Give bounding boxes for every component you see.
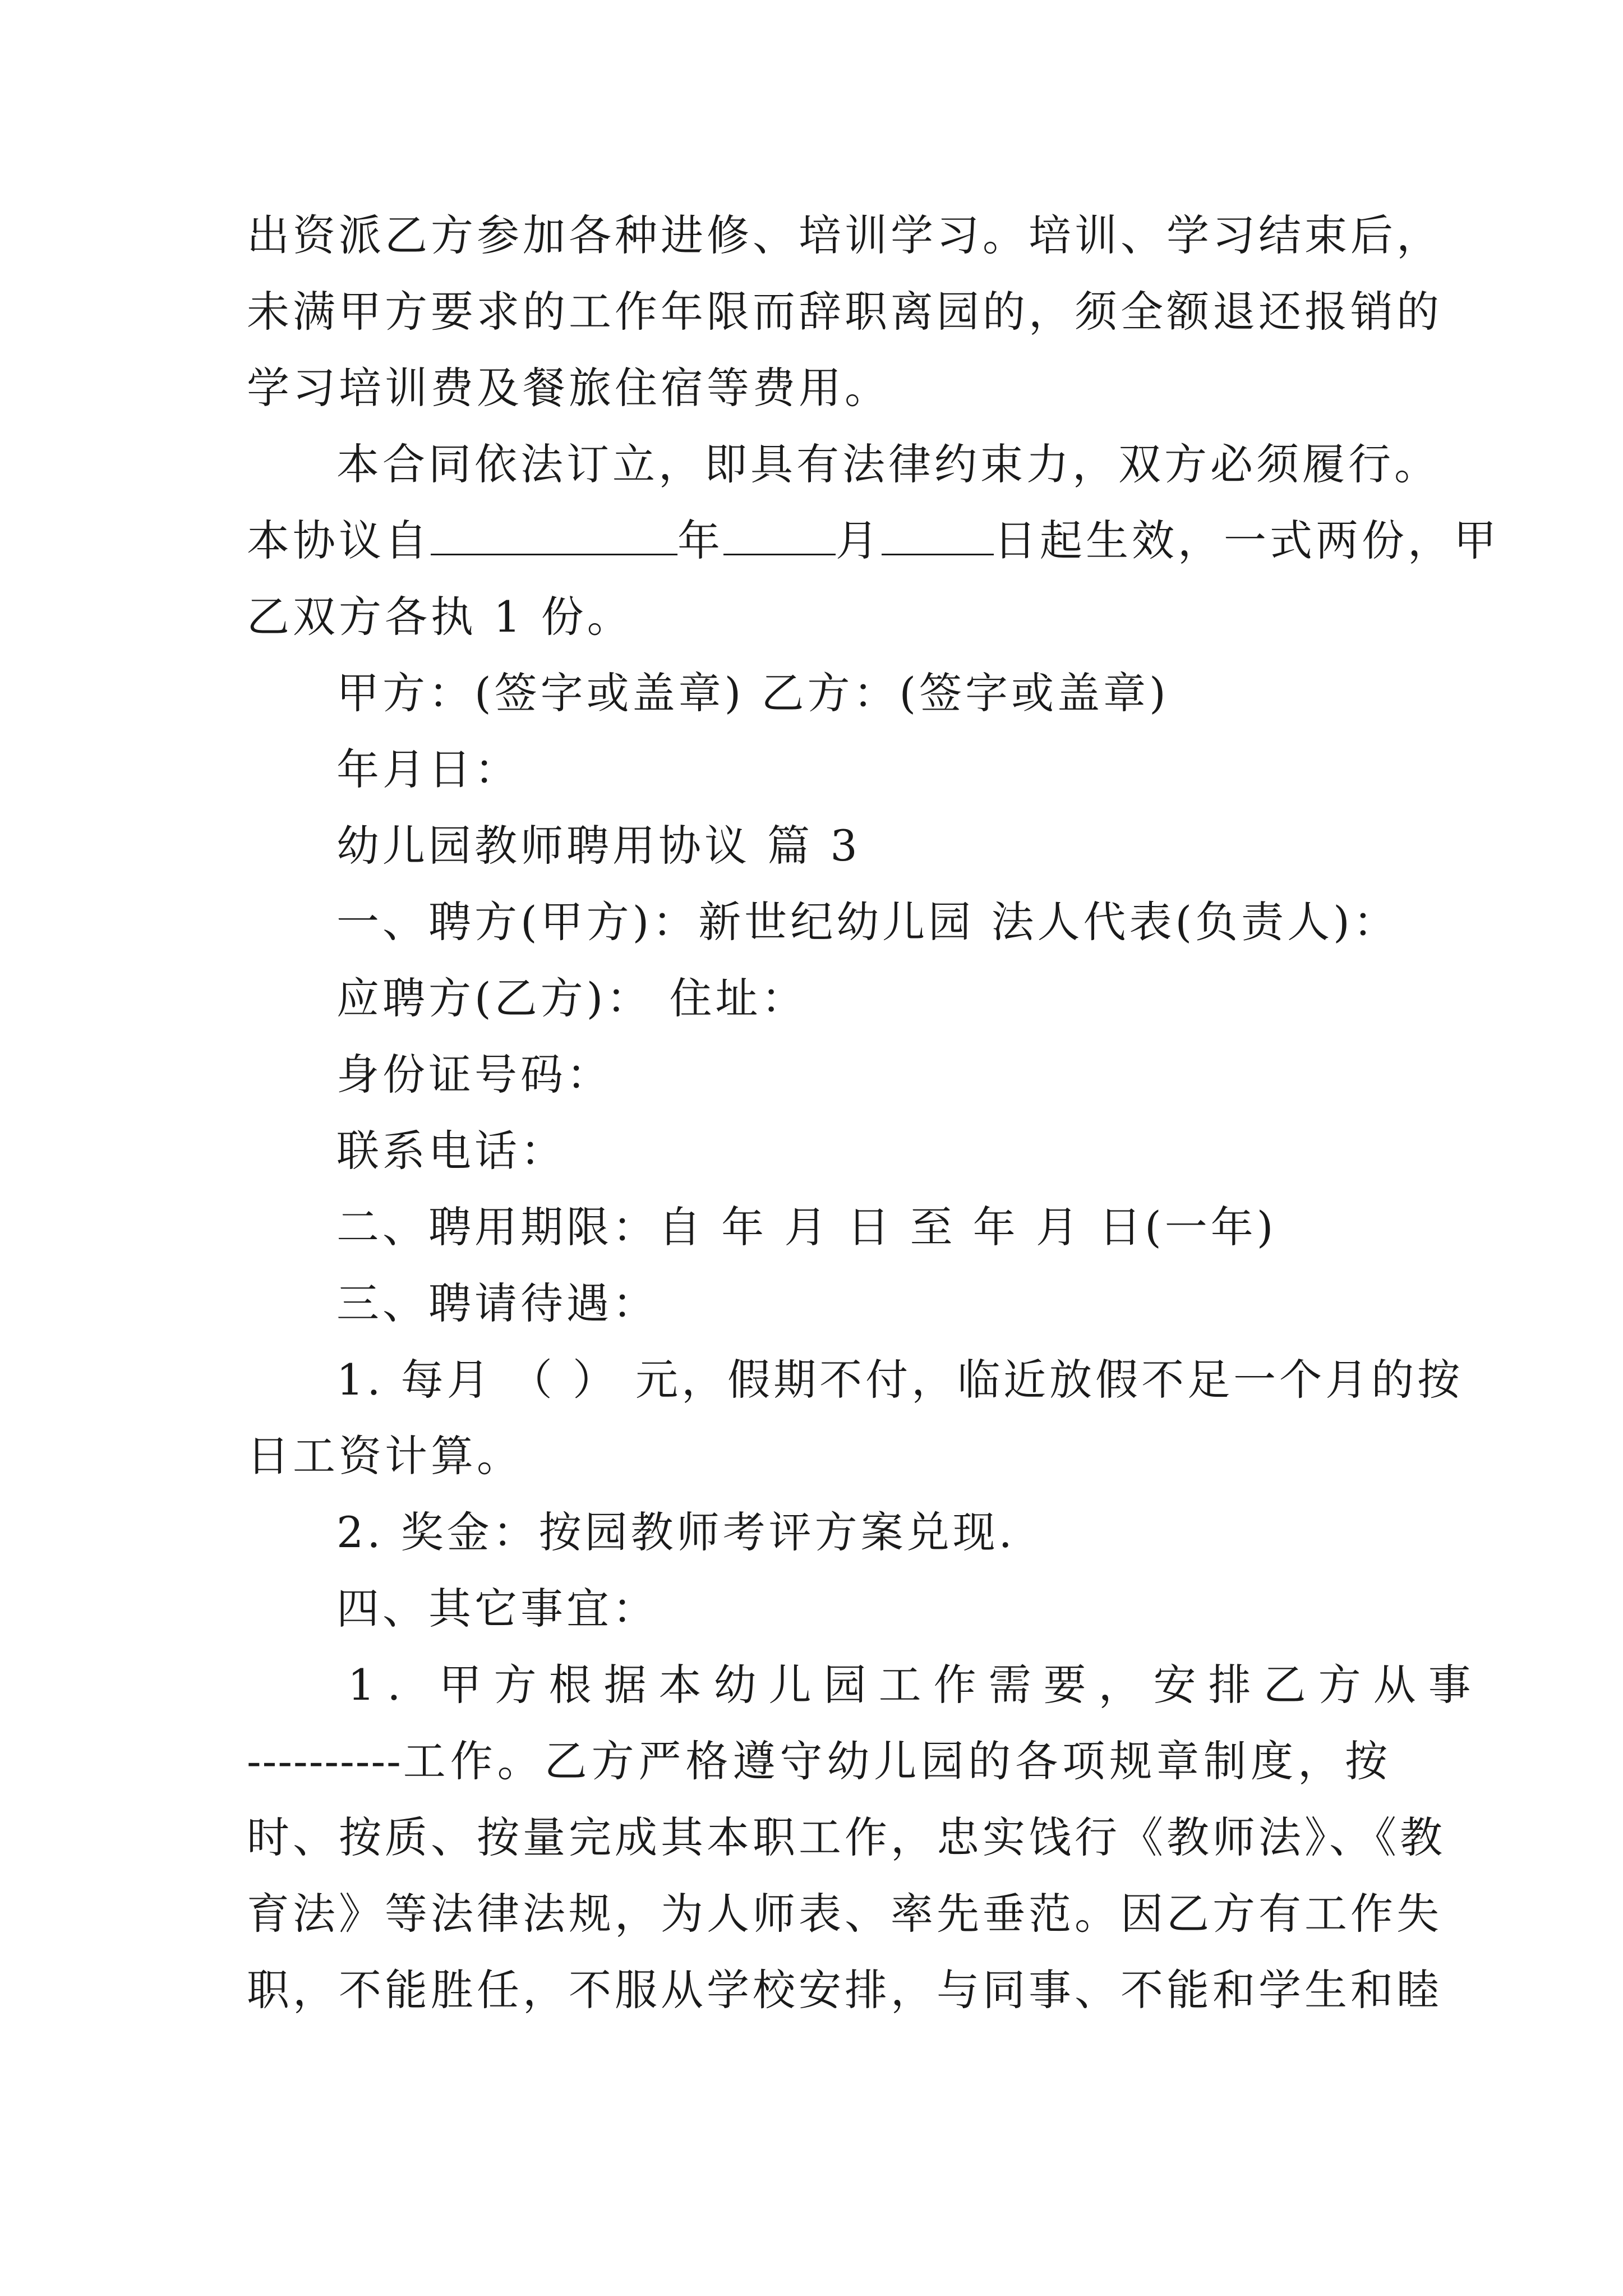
text-line: 一、聘方(甲方)：新世纪幼儿园 法人代表(负责人)： bbox=[336, 897, 1399, 947]
text-line: 2. 奖金：按园教师考评方案兑现. bbox=[336, 1507, 1016, 1557]
blank-line bbox=[723, 514, 836, 555]
text-fragment: 月 bbox=[836, 516, 882, 565]
signature-line: 甲方：(签字或盖章) 乙方：(签字或盖章) bbox=[336, 668, 1169, 718]
text-line: 育法》等法律法规，为人师表、率先垂范。因乙方有工作失 bbox=[247, 1889, 1442, 1939]
text-line: 本合同依法订立，即具有法律约束力，双方必须履行。 bbox=[336, 439, 1440, 489]
text-line: 职，不能胜任，不服从学校安排，与同事、不能和学生和睦 bbox=[247, 1965, 1442, 2015]
text-line: 四、其它事宜： bbox=[336, 1584, 658, 1634]
text-line: 1. 甲方根据本幼儿园工作需要，安排乙方从事 bbox=[348, 1660, 1483, 1710]
text-line: 未满甲方要求的工作年限而辞职离园的，须全额退还报销的 bbox=[247, 287, 1442, 337]
text-line: 三、聘请待遇： bbox=[336, 1278, 658, 1328]
text-line: 出资派乙方参加各种进修、培训学习。培训、学习结束后， bbox=[247, 210, 1442, 260]
text-line-with-blanks bbox=[247, 513, 1500, 569]
text-line: 身份证号码： bbox=[336, 1050, 612, 1099]
date-line: 年月日： bbox=[336, 744, 520, 794]
text-line: 学习培训费及餐旅住宿等费用。 bbox=[247, 363, 891, 413]
text-line: 联系电话： bbox=[336, 1126, 566, 1176]
blank-line bbox=[882, 514, 994, 555]
text-fragment: 日起生效，一式两份，甲 bbox=[994, 516, 1500, 565]
text-line: 时、按质、按量完成其本职工作，忠实饯行《教师法》、《教 bbox=[247, 1812, 1446, 1862]
text-line: 1. 每月 （ ） 元，假期不付，临近放假不足一个月的按 bbox=[336, 1355, 1464, 1405]
blank-line bbox=[431, 514, 677, 555]
text-line: 乙双方各执 1 份。 bbox=[247, 592, 633, 642]
text-line-with-dashes bbox=[247, 1733, 1391, 1789]
text-line: 日工资计算。 bbox=[247, 1431, 523, 1481]
text-line: 二、聘用期限：自 年 月 日 至 年 月 日(一年) bbox=[336, 1202, 1277, 1252]
text-line: 应聘方(乙方)： 住址： bbox=[336, 973, 808, 1023]
text-fragment: 工作。乙方严格遵守幼儿园的各项规章制度，按 bbox=[402, 1736, 1391, 1786]
section-heading: 幼儿园教师聘用协议 篇 3 bbox=[336, 821, 861, 871]
text-fragment: 本协议自 bbox=[247, 516, 431, 565]
text-fragment: 年 bbox=[677, 516, 723, 565]
dash-blank: ---------- bbox=[247, 1736, 402, 1786]
